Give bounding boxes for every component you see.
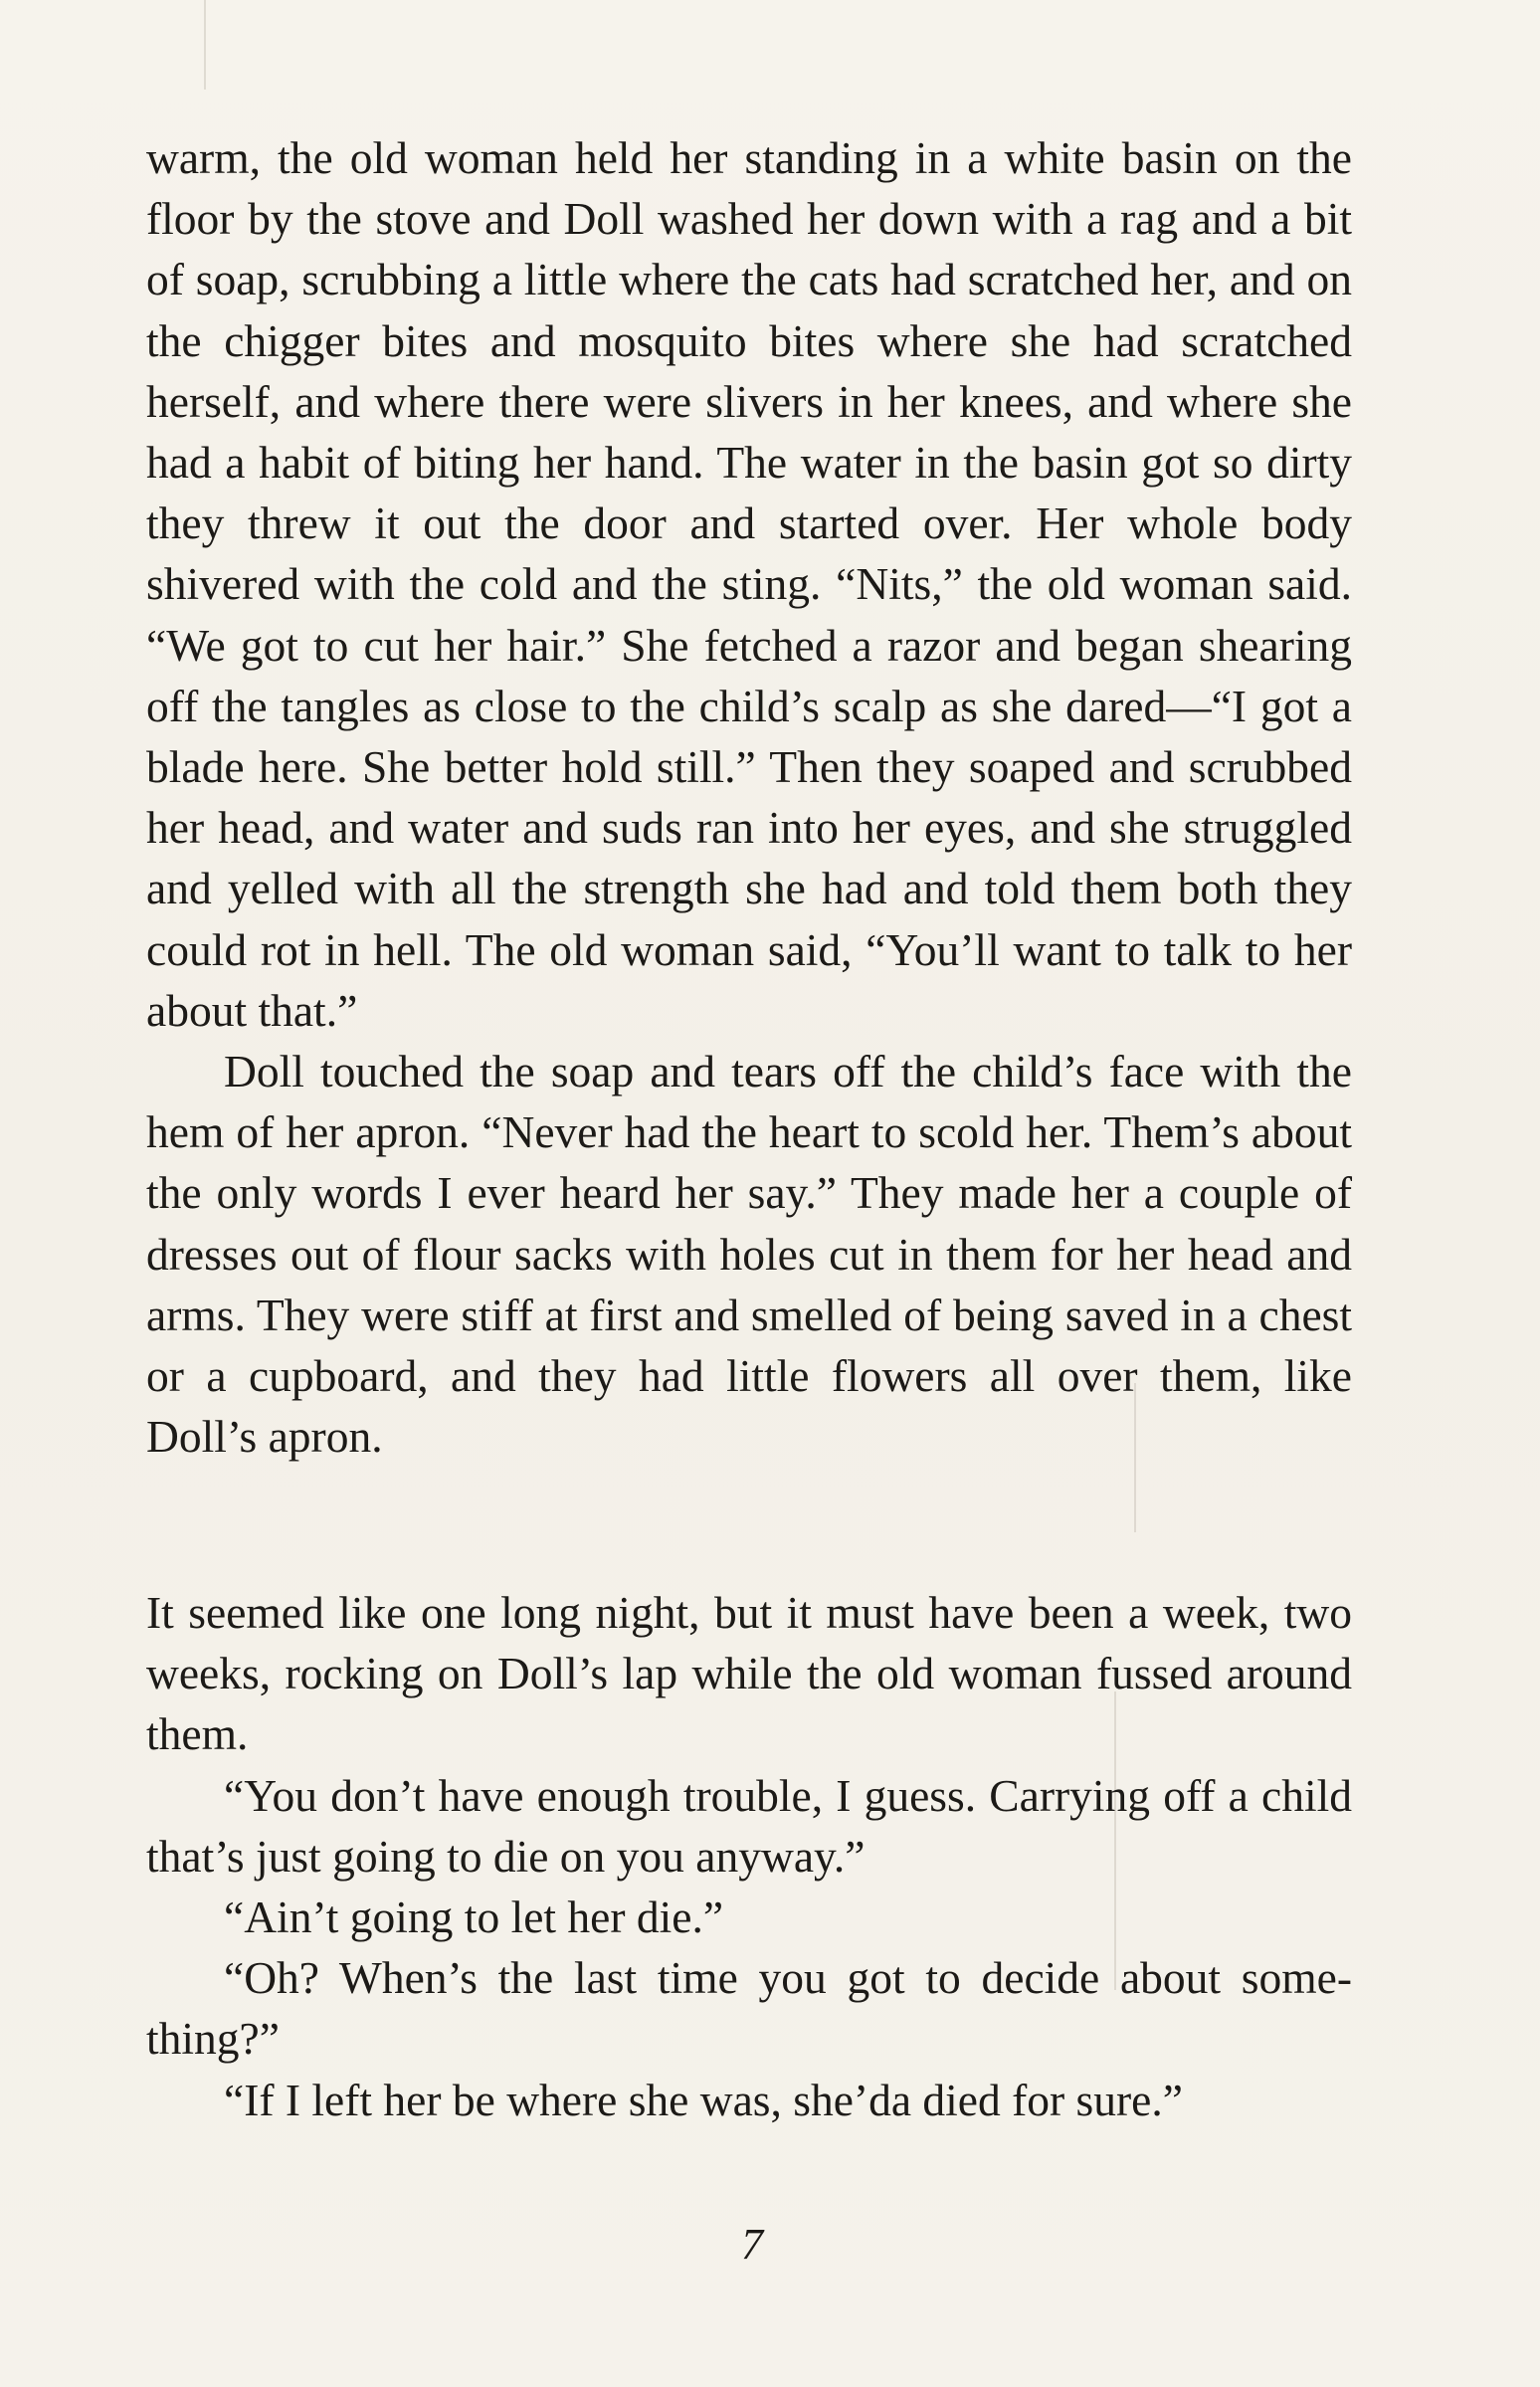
- page-number: 7: [741, 2220, 763, 2269]
- paragraph-dresses: Doll touched the soap and tears off the child’s face with the hem of her apron. “Never had the heart to scold her. Them’s about the only words I ever heard her say.” They made her a couple of dresses out of flour sacks with holes cut in them for her head and arms. They were stiff at first and smelled of being saved in a chest or a cupboard, and they had little flowers all over them, like Doll’s apron.: [146, 1046, 1352, 1463]
- paragraph-bath: warm, the old woman held her standing in a white basin on the floor by the stove and Doll washed her down with a rag and a bit of soap, scrubbing a little where the cats had scratched her, and on the chigger bites and mosquito bites where she had scratched herself, and where there were slivers in her knees, and where she had a habit of biting her hand. The water in the basin got so dirty they threw it out the door and started over. Her whole body shivered with the cold and the sting. “Nits,” the old woman said. “We got to cut her hair.” She fetched a razor and began shearing off the tangles as close to the child’s scalp as she dared—“I got a blade here. She better hold still.” Then they soaped and scrubbed her head, and water and suds ran into her eyes, and she struggled and yelled with all the strength she had and told them both they could rot in hell. The old woman said, “You’ll want to talk to her about that.”: [146, 132, 1352, 1036]
- text-section-2: [146, 1582, 1352, 2130]
- dialogue-trouble: “You don’t have enough trouble, I guess. Carrying off a child that’s just going to die on you anyway.”: [146, 1769, 1352, 1882]
- dialogue-decide: “Oh? When’s the last time you got to decide about some-thing?”: [146, 1952, 1352, 2065]
- paragraph-long-night: It seemed like one long night, but it must have been a week, two weeks, rocking on Doll’s lap while the old woman fussed around them.: [146, 1587, 1352, 1760]
- dialogue-died-for-sure: “If I left her be where she was, she’da died for sure.”: [224, 2074, 1183, 2125]
- text-section-1: [146, 127, 1352, 1467]
- scan-mark-top: [204, 0, 206, 90]
- dialogue-let-her-die: “Ain’t going to let her die.”: [224, 1891, 724, 1943]
